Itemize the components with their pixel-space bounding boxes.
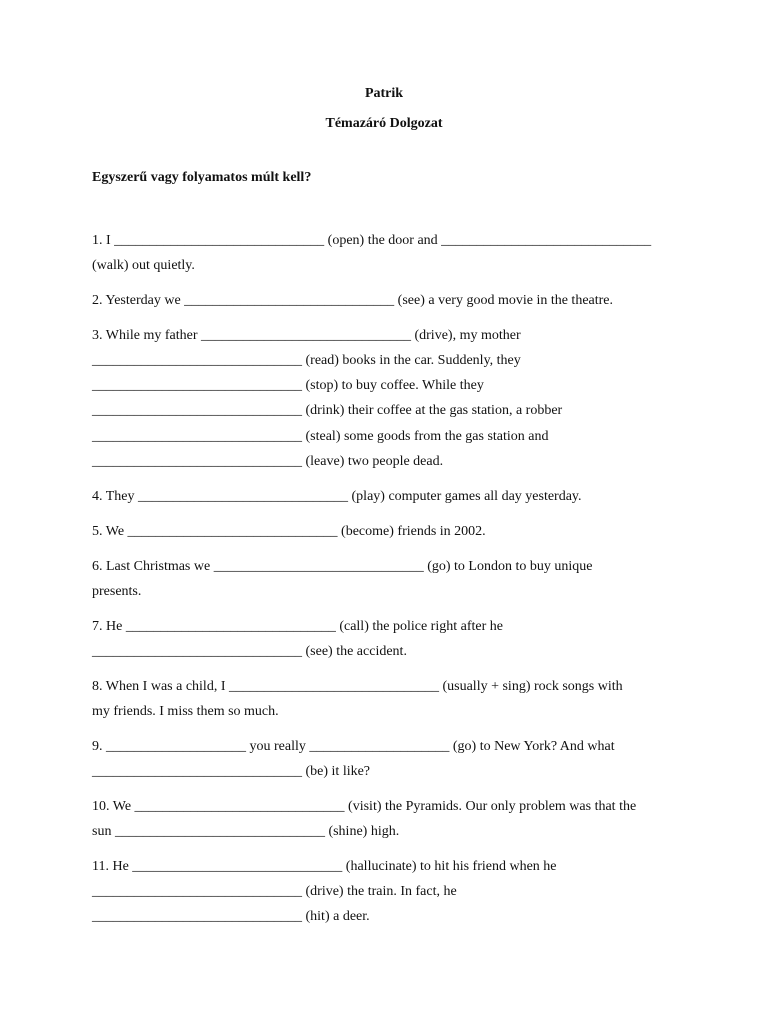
page-title: Témazáró Dolgozat — [325, 116, 443, 131]
exercise-line: ______________________________ (be) it like? — [92, 764, 371, 779]
exercise-line: (walk) out quietly. — [92, 258, 195, 273]
student-name: Patrik — [364, 86, 404, 101]
exercise-line: 5. We ______________________________ (become) friends in 2002. — [92, 524, 486, 539]
exercise-line: ______________________________ (drive) the train. In fact, he — [92, 884, 457, 899]
exercise-line: ______________________________ (stop) to buy coffee. While they — [92, 378, 484, 393]
exercise-line: 8. When I was a child, I ______________________________ (usually + sing) rock songs with — [92, 679, 623, 694]
exercise-line: 9. ____________________ you really ____________________ (go) to New York? And what — [92, 739, 615, 754]
exercise-line: 10. We ______________________________ (visit) the Pyramids. Our only problem was that the — [92, 799, 637, 814]
exercise-line: ______________________________ (drink) their coffee at the gas station, a robber — [92, 403, 563, 418]
exercise-line: 4. They ______________________________ (play) computer games all day yesterday. — [92, 489, 582, 504]
exercise-line: 1. I ______________________________ (open) the door and ______________________________ — [92, 233, 652, 248]
exercise-line: presents. — [92, 584, 142, 599]
exercise-line: 6. Last Christmas we ______________________________ (go) to London to buy unique — [92, 559, 593, 574]
exercise-line: 11. He ______________________________ (hallucinate) to hit his friend when he — [92, 859, 557, 874]
exercise-line: my friends. I miss them so much. — [92, 704, 279, 719]
exercise-line: ______________________________ (hit) a deer. — [92, 909, 370, 924]
exercise-line: ______________________________ (read) books in the car. Suddenly, they — [92, 353, 521, 368]
exercise-line: 3. While my father ______________________________ (drive), my mother — [92, 328, 521, 343]
exercise-line: 2. Yesterday we ______________________________ (see) a very good movie in the theatre. — [92, 293, 614, 308]
exercise-line: ______________________________ (see) the accident. — [92, 644, 407, 659]
exercise-line: sun ______________________________ (shine) high. — [92, 824, 400, 839]
exercise-line: 7. He ______________________________ (call) the police right after he — [92, 619, 503, 634]
exercise-line: ______________________________ (leave) two people dead. — [92, 454, 444, 469]
instruction-heading: Egyszerű vagy folyamatos múlt kell? — [92, 170, 312, 185]
exercise-line: ______________________________ (steal) some goods from the gas station and — [92, 429, 549, 444]
